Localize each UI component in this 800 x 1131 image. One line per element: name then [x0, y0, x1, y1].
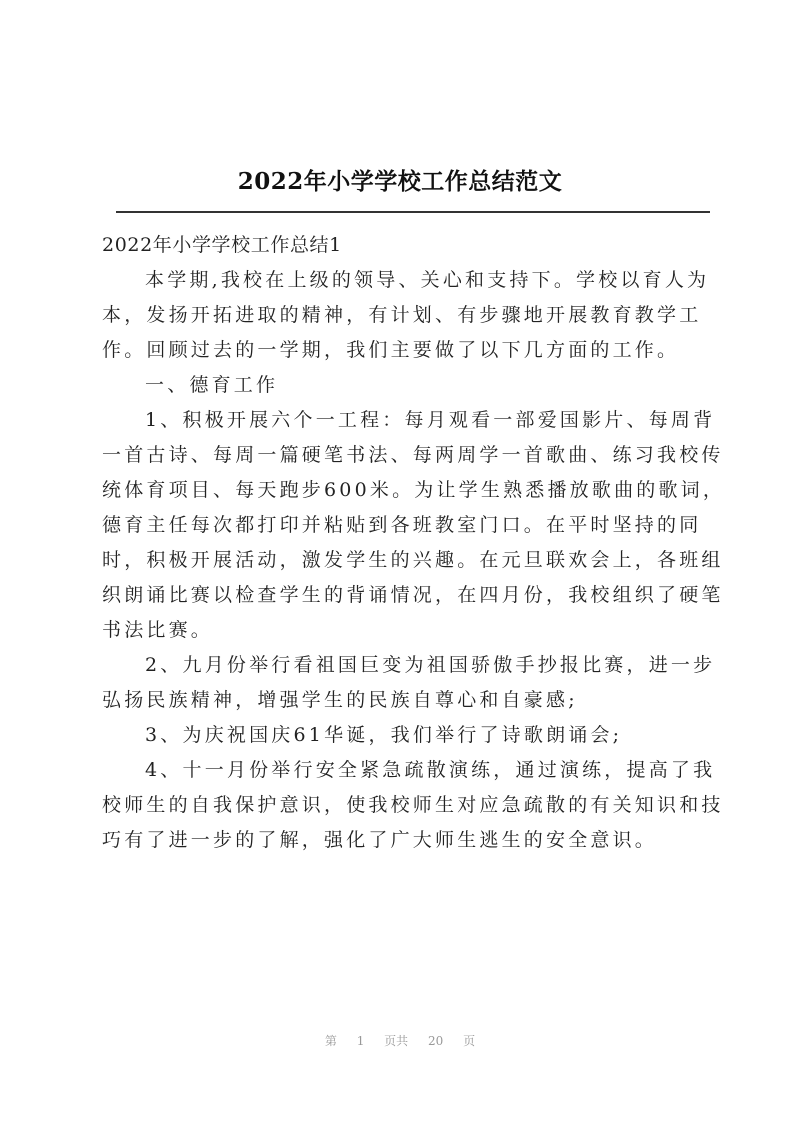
paragraph-line: 本，发扬开拓进取的精神，有计划、有步骤地开展教育教学工 — [102, 304, 702, 326]
paragraph-line: 1、积极开展六个一工程：每月观看一部爱国影片、每周背 — [145, 409, 716, 431]
paragraph-line: 织朗诵比赛以检查学生的背诵情况，在四月份，我校组织了硬笔 — [102, 584, 724, 606]
document-body — [102, 228, 726, 858]
paragraph-line: 德育主任每次都打印并粘贴到各班教室门口。在平时坚持的同 — [102, 514, 702, 536]
section-heading: 一、德育工作 — [145, 374, 279, 396]
paragraph-line: 统体育项目、每天跑步600米。为让学生熟悉播放歌曲的歌词， — [102, 479, 726, 501]
paragraph-line: 巧有了进一步的了解，强化了广大师生逃生的安全意识。 — [102, 829, 658, 851]
paragraph-line: 作。回顾过去的一学期，我们主要做了以下几方面的工作。 — [102, 339, 680, 361]
section-subtitle: 2022年小学学校工作总结1 — [102, 234, 342, 256]
paragraph-line: 弘扬民族精神，增强学生的民族自尊心和自豪感; — [102, 689, 578, 711]
paragraph-line: 时，积极开展活动，激发学生的兴趣。在元旦联欢会上，各班组 — [102, 549, 724, 571]
footer-suffix: 页 — [463, 1034, 476, 1048]
total-page-count: 20 — [428, 1034, 444, 1048]
paragraph-line: 书法比赛。 — [102, 619, 214, 641]
paragraph-line: 校师生的自我保护意识，使我校师生对应急疏散的有关知识和技 — [102, 794, 724, 816]
paragraph-line: 4、十一月份举行安全紧急疏散演练，通过演练，提高了我 — [145, 759, 716, 781]
title-divider — [116, 211, 710, 213]
footer-middle: 页共 — [384, 1034, 409, 1048]
current-page-number: 1 — [356, 1034, 365, 1048]
paragraph-line: 2、九月份举行看祖国巨变为祖国骄傲手抄报比赛，进一步 — [145, 654, 716, 676]
document-title: 2022年小学学校工作总结范文 — [237, 168, 563, 195]
paragraph-line: 3、为庆祝国庆61华诞，我们举行了诗歌朗诵会; — [145, 724, 623, 746]
footer-prefix: 第 — [324, 1034, 337, 1048]
paragraph-line: 一首古诗、每周一篇硬笔书法、每两周学一首歌曲、练习我校传 — [102, 444, 724, 466]
paragraph-line: 本学期,我校在上级的领导、关心和支持下。学校以育人为 — [145, 269, 710, 291]
page-footer — [0, 1032, 800, 1049]
